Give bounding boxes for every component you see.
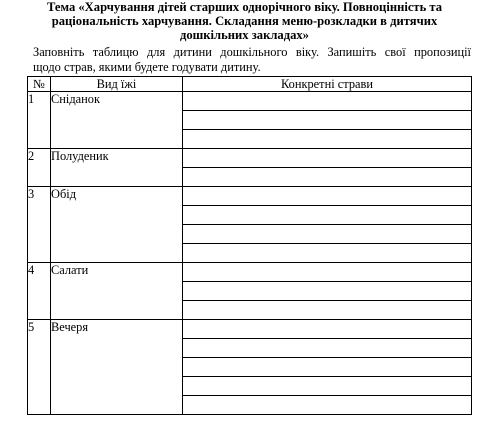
table-header-row (28, 77, 472, 92)
dish-entry-line[interactable] (183, 263, 471, 282)
dishes-cell (183, 92, 472, 149)
title-line: раціональність харчування. Складання меню-розкладки в дитячих (51, 14, 438, 29)
meal-type-cell: Сніданок (51, 92, 183, 149)
dish-entry-line[interactable] (183, 301, 471, 319)
dish-entry-line[interactable] (183, 358, 471, 377)
table-row (28, 263, 472, 320)
meal-type-cell: Полуденик (51, 149, 183, 187)
dish-entry-line[interactable] (183, 396, 471, 414)
menu-table-body (28, 92, 472, 415)
meal-type-cell: Обід (51, 187, 183, 263)
dishes-cell (183, 187, 472, 263)
dish-entry-line[interactable] (183, 244, 471, 262)
table-row (28, 187, 472, 263)
instructions-paragraph (33, 45, 471, 74)
dish-entry-line[interactable] (183, 168, 471, 186)
dishes-cell (183, 149, 472, 187)
table-row (28, 149, 472, 187)
dish-entry-line[interactable] (183, 187, 471, 206)
row-number: 4 (28, 263, 51, 320)
table-row (28, 92, 472, 149)
dish-entry-line[interactable] (183, 149, 471, 168)
row-number: 3 (28, 187, 51, 263)
dish-entry-line[interactable] (183, 282, 471, 301)
title-line: дошкільних закладах» (180, 28, 309, 43)
instruction-line: щодо страв, якими будете годувати дитину. (33, 59, 261, 74)
table-row (28, 320, 472, 415)
meal-type-cell: Салати (51, 263, 183, 320)
title-line: Тема «Харчування дітей старших однорічного віку. Повноцінність та (46, 0, 443, 14)
dish-entry-line[interactable] (183, 225, 471, 244)
row-number: 5 (28, 320, 51, 415)
row-number: 1 (28, 92, 51, 149)
dishes-cell (183, 320, 472, 415)
dish-entry-line[interactable] (183, 339, 471, 358)
dish-entry-line[interactable] (183, 130, 471, 148)
meal-type-cell: Вечеря (51, 320, 183, 415)
document-title (22, 0, 467, 43)
dish-entry-line[interactable] (183, 111, 471, 130)
dish-entry-line[interactable] (183, 377, 471, 396)
dish-entry-line[interactable] (183, 206, 471, 225)
dishes-cell (183, 263, 472, 320)
header-number: № (28, 77, 51, 92)
header-dishes: Конкретні страви (183, 77, 472, 92)
menu-table (27, 76, 472, 415)
header-meal-type: Вид їжі (51, 77, 183, 92)
instruction-line: Заповніть таблицю для дитини дошкільного віку. Запишіть свої пропозиції (33, 45, 471, 59)
dish-entry-line[interactable] (183, 92, 471, 111)
row-number: 2 (28, 149, 51, 187)
dish-entry-line[interactable] (183, 320, 471, 339)
